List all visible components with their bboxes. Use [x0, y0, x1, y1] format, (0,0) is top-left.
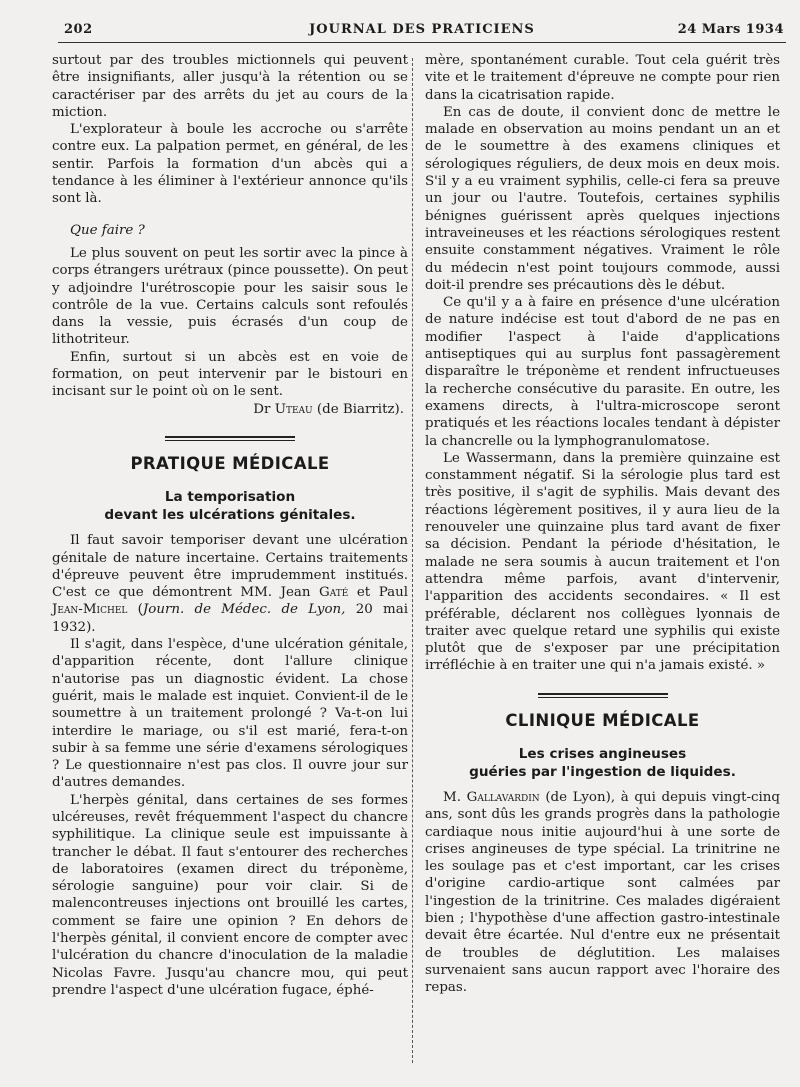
section-separator: [165, 436, 295, 441]
paragraph: mère, spontanément curable. Tout cela guérit très vite et le traitement d'épreuve ne compte pour rien dans la cicatrisation rapide.: [425, 53, 780, 103]
text-run: (de Lyon), à qui depuis vingt-cinq ans, sont dûs les grands progrès dans la pathologie cardiaque nous initie aujourd'hui à une sorte de crises angineuses de type spécial. La trinitrine ne les soulage pas et c'est important, car les crises d'origine cardio-artique sont calmées par l'ingestion de la trinitrine. Ces malades digéraient bien ; l'hypothèse d'une affection gastro-intestinale devait être écartée. Nul d'entre eux ne présentait de troubles de déglutition. Les malaises survenaient sans aucun rapport avec l'horaire des repas.: [425, 789, 780, 996]
page-number: 202: [64, 22, 93, 37]
paragraph: surtout par des troubles mictionnels qui peuvent être insignifiants, aller jusqu'à la rétention ou se caractériser par des arrêts du jet au cours de la miction.: [52, 53, 408, 120]
paragraph: Ce qu'il y a à faire en présence d'une ulcération de nature indécise est tout d'abord de ne pas en modifier l'aspect à l'aide d'applications antiseptiques qui au surplus font passagèrement disparaître le tréponème et rendent infructueuses la recherche consécutive du parasite. En outre, les examens directs, à l'ultra-microscope seront pratiqués et les réactions locales tendant à dépister la chancrelle ou la lymphogranulomatose.: [425, 295, 780, 449]
paragraph: En cas de doute, il convient donc de mettre le malade en observation au moins pendant un an et de le soumettre à des examens cliniques et sérologiques réguliers, de deux mois en deux mois. S'il y a eu vraiment syphilis, celle-ci fera sa preuve un jour ou l'autre. Toutefois, certaines syphilis bénignes guérissent après quelques injections intraveineuses et les réactions sérologiques restent ensuite constamment négatives. Vraiment le rôle du médecin n'est point toujours commode, aussi doit-il prendre ses précautions dès le début.: [425, 104, 780, 293]
issue-date: 24 Mars 1934: [677, 22, 784, 37]
author-name: Gallavardin: [466, 789, 540, 805]
author-name: Jean-Michel: [52, 602, 128, 618]
paragraph: Il s'agit, dans l'espèce, d'une ulcération génitale, d'apparition récente, dont l'allure clinique n'autorise pas un diagnostic évident. La chose guérit, mais le malade est inquiet. Convient-il de le soumettre à un traitement prolongé ? Va-t-on lui interdire le mariage, ou s'il est marié, fera-t-on subir à sa femme une série d'examens sérologiques ? Le questionnaire n'est pas clos. Il ouvre jour sur d'autres demandes.: [52, 637, 408, 791]
signature-place: (de Biarritz).: [316, 401, 404, 417]
signature-title: Dr: [253, 401, 271, 417]
left-column: [52, 52, 408, 999]
section-title: PRATIQUE MÉDICALE: [130, 453, 330, 473]
author-signature: [52, 401, 408, 418]
text-run: M.: [443, 789, 461, 805]
column-divider: [412, 58, 413, 1063]
author-name: Gaté: [319, 585, 349, 601]
paragraph: Il faut savoir temporiser devant une ulcération génitale de nature incertaine. Certains traitements d'épreuve peuvent être imprudemment institués. C'est ce que démontrent MM. Jean Gaté et Paul Jean-Michel (Journ. de Médec. de Lyon, 20 mai 1932).: [52, 533, 408, 635]
paragraph: Le plus souvent on peut les sortir avec la pince à corps étrangers urétraux (pince poussette). On peut y adjoindre l'urétroscopie pour les saisir sous le contrôle de la vue. Certains calculs sont refoulés dans la vessie, puis écrasés d'un coup de lithotriteur.: [52, 245, 408, 348]
running-header: [58, 20, 786, 43]
section-separator: [538, 693, 668, 698]
journal-title: JOURNAL DES PRATICIENS: [309, 22, 535, 37]
paragraph: Le Wassermann, dans la première quinzaine est constamment négatif. Si la sérologie plus tard est très positive, il s'agit de syphilis. Mais devant des réactions légèrement positives, il y aura lieu de la renouveler une quinzaine plus tard avant de fixer sa décision. Pendant la période d'hésitation, le malade ne sera soumis à aucun traitement et l'on attendra même parfois, avant d'intervenir, l'apparition des accidents secondaires. « Il est préférable, déclarent nos collègues lyonnais de traiter avec quelque retard une syphilis qui existe plutôt que de s'exposer par une précipitation irréfléchie à en traiter une qui n'a jamais existé. »: [425, 450, 780, 674]
subheading-question: Que faire ?: [70, 222, 145, 238]
paragraph: Enfin, surtout si un abcès est en voie de formation, on peut intervenir par le bistouri en incisant sur le point où on le sent.: [52, 349, 408, 400]
journal-reference: Journ. de Médec. de Lyon,: [142, 602, 346, 618]
paragraph: L'explorateur à boule les accroche ou s'arrête contre eux. La palpation permet, en général, de les sentir. Parfois la formation d'un abcès qui a tendance à les éliminer à l'extérieur annonce qu'ils sont là.: [52, 122, 408, 207]
section-title: CLINIQUE MÉDICALE: [505, 710, 700, 730]
article-title-line: guéries par l'ingestion de liquides.: [469, 763, 736, 780]
article-title: [52, 488, 408, 524]
article-title-line: La temporisation: [164, 489, 296, 506]
right-column: [425, 52, 780, 997]
paragraph: L'herpès génital, dans certaines de ses formes ulcéreuses, revêt fréquemment l'aspect du chancre syphilitique. La clinique seule est impuissante à trancher le débat. Il faut s'entourer des recherches de laboratoires (examen direct du tréponème, sérologie sanguine) pour voir clair. Si de malencontreuses injections ont brouillé les cartes, comment se faire une opinion ? En dehors de l'herpès génital, il convient encore de compter avec l'ulcération du chancre d'inoculation de la maladie Nicolas Favre. Jusqu'au chancre mou, qui peut prendre l'aspect d'une ulcération fugace, éphé-: [52, 792, 408, 998]
paragraph: [425, 789, 780, 997]
article-title-line: devant les ulcérations génitales.: [104, 507, 356, 524]
article-title-line: Les crises angineuses: [518, 745, 687, 762]
text-run: et Paul: [356, 585, 408, 601]
article-title: [425, 745, 780, 781]
text-run: Il faut savoir temporiser devant une ulcération génitale de nature incertaine. Certains traitements d'épreuve peuvent être imprudemment institués. C'est ce que démontrent MM. Jean: [52, 533, 408, 601]
signature-name: Uteau: [274, 401, 313, 417]
text-run: 20 mai 1932).: [52, 602, 408, 635]
